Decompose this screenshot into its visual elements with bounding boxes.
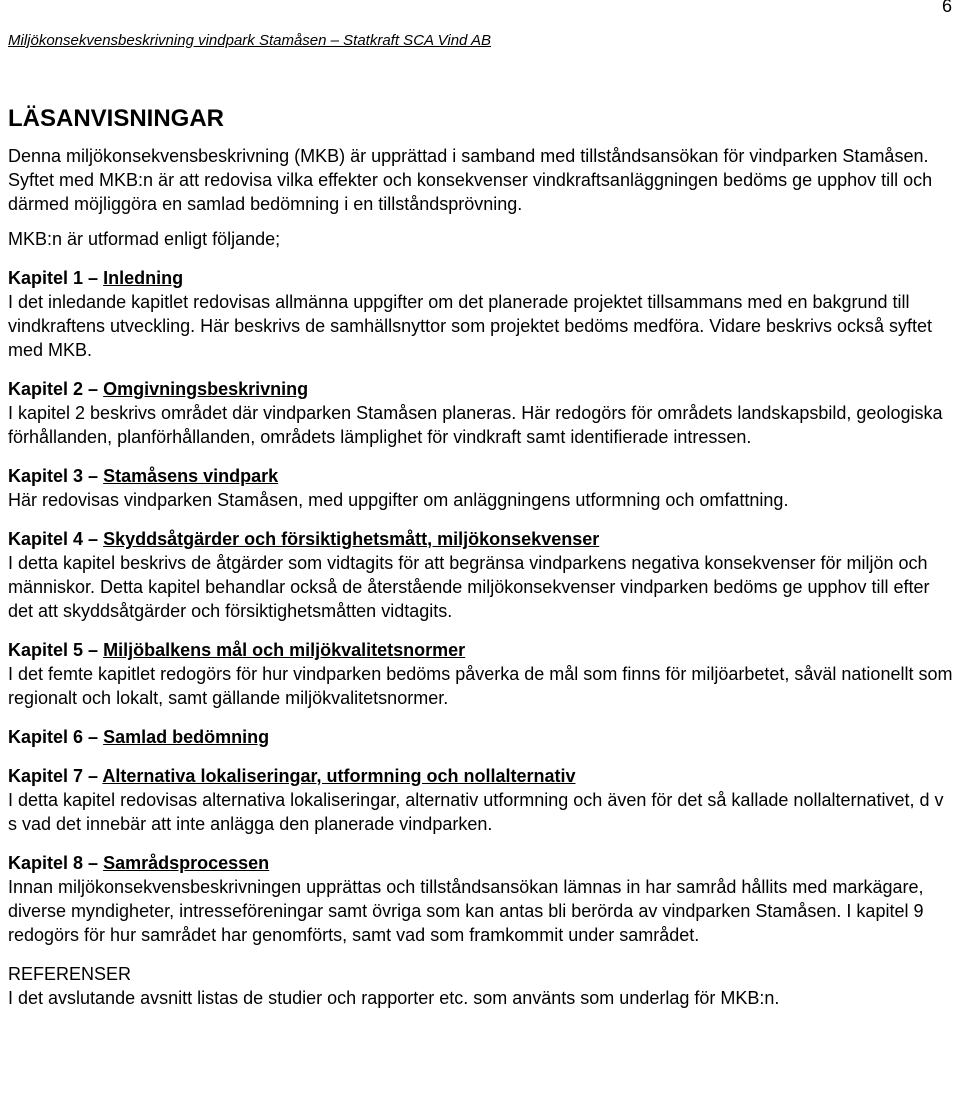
chapter-section — [8, 377, 956, 449]
structure-intro: MKB:n är utformad enligt följande; — [8, 229, 281, 249]
chapter-title — [8, 764, 956, 788]
chapter-label: Kapitel 7 — [8, 766, 84, 786]
chapter-dash: – — [88, 466, 99, 486]
chapter-body: I det femte kapitlet redogörs för hur vindparken bedöms påverka de mål som finns för miljöarbetet, såväl nationellt som regionalt och lokalt, samt gällande miljökvalitetsnormer. — [8, 664, 953, 708]
chapter-label: Kapitel 5 — [8, 640, 84, 660]
chapter-name: Samlad bedömning — [103, 727, 270, 747]
chapter-body: I detta kapitel redovisas alternativa lokaliseringar, alternativ utformning och även för det så kallade nollalternativet, d v s vad det innebär att inte anlägga den planerade vindparken. — [8, 790, 944, 834]
chapter-title — [8, 638, 956, 662]
chapter-body: I detta kapitel beskrivs de åtgärder som vidtagits för att begränsa vindparkens negativa konsekvenser för miljön och människor. Detta kapitel behandlar också de återstående miljökonsekvenser vindparken bedöms ge upphov till efter det att skyddsåtgärder och försiktighetsmåtten vidtagits. — [8, 553, 930, 621]
running-header: Miljökonsekvensbeskrivning vindpark Stamåsen – Statkraft SCA Vind AB — [8, 32, 492, 49]
chapter-section — [8, 638, 956, 710]
chapter-label: Kapitel 1 — [8, 268, 84, 288]
chapter-name: Inledning — [103, 268, 184, 288]
chapter-dash: – — [88, 727, 99, 747]
chapter-name: Samrådsprocessen — [103, 853, 270, 873]
references-body: I det avslutande avsnitt listas de studier och rapporter etc. som använts som underlag för MKB:n. — [8, 988, 780, 1008]
chapter-list — [8, 266, 956, 947]
chapter-label: Kapitel 3 — [8, 466, 84, 486]
chapter-label: Kapitel 2 — [8, 379, 84, 399]
chapter-section — [8, 266, 956, 362]
page-number: 6 — [941, 0, 952, 16]
references-section — [8, 962, 956, 1010]
chapter-section — [8, 764, 956, 836]
chapter-section — [8, 851, 956, 947]
chapter-title — [8, 725, 956, 749]
chapter-body: I kapitel 2 beskrivs området där vindparken Stamåsen planeras. Här redogörs för områdets landskapsbild, geologiska förhållanden, planförhållanden, områdets lämplighet för vindkraft samt identifierade intressen. — [8, 403, 943, 447]
chapter-name: Omgivningsbeskrivning — [103, 379, 309, 399]
chapter-dash: – — [88, 529, 99, 549]
chapter-title — [8, 266, 956, 290]
chapter-section — [8, 464, 956, 512]
chapter-title — [8, 527, 956, 551]
chapter-name: Skyddsåtgärder och försiktighetsmått, miljökonsekvenser — [103, 529, 600, 549]
chapter-name: Alternativa lokaliseringar, utformning och nollalternativ — [102, 766, 576, 786]
chapter-dash: – — [88, 640, 99, 660]
chapter-label: Kapitel 8 — [8, 853, 84, 873]
chapter-name: Miljöbalkens mål och miljökvalitetsnormer — [103, 640, 466, 660]
intro-paragraph: Denna miljökonsekvensbeskrivning (MKB) är upprättad i samband med tillståndsansökan för vindparken Stamåsen. Syftet med MKB:n är att redovisa vilka effekter och konsekvenser vindkraftsanläggningen bedöms ge upphov till och därmed möjliggöra en samlad bedömning i en tillståndsprövning. — [8, 146, 933, 214]
chapter-body: Här redovisas vindparken Stamåsen, med uppgifter om anläggningens utformning och omfattning. — [8, 490, 789, 510]
chapter-dash: – — [88, 766, 99, 786]
chapter-section — [8, 725, 956, 749]
chapter-dash: – — [88, 853, 99, 873]
chapter-title — [8, 464, 956, 488]
chapter-body: I det inledande kapitlet redovisas allmänna uppgifter om det planerade projektet tillsammans med en bakgrund till vindkraftens utveckling. Här beskrivs de samhällsnyttor som projektet bedöms medföra. Vidare beskrivs också syftet med MKB. — [8, 292, 933, 360]
chapter-dash: – — [88, 268, 99, 288]
chapter-label: Kapitel 4 — [8, 529, 84, 549]
references-heading: REFERENSER — [8, 964, 132, 984]
document-body — [8, 102, 956, 1010]
main-heading: LÄSANVISNINGAR — [8, 105, 225, 132]
chapter-body: Innan miljökonsekvensbeskrivningen upprättas och tillståndsansökan lämnas in har samråd hållits med markägare, diverse myndigheter, intresseföreningar samt övriga som kan antas bli berörda av vindparken Stamåsen. I kapitel 9 redogörs för hur samrådet har genomförts, samt vad som framkommit under samrådet. — [8, 877, 924, 945]
chapter-title — [8, 377, 956, 401]
chapter-name: Stamåsens vindpark — [103, 466, 279, 486]
chapter-label: Kapitel 6 — [8, 727, 84, 747]
chapter-dash: – — [88, 379, 99, 399]
chapter-title — [8, 851, 956, 875]
chapter-section — [8, 527, 956, 623]
